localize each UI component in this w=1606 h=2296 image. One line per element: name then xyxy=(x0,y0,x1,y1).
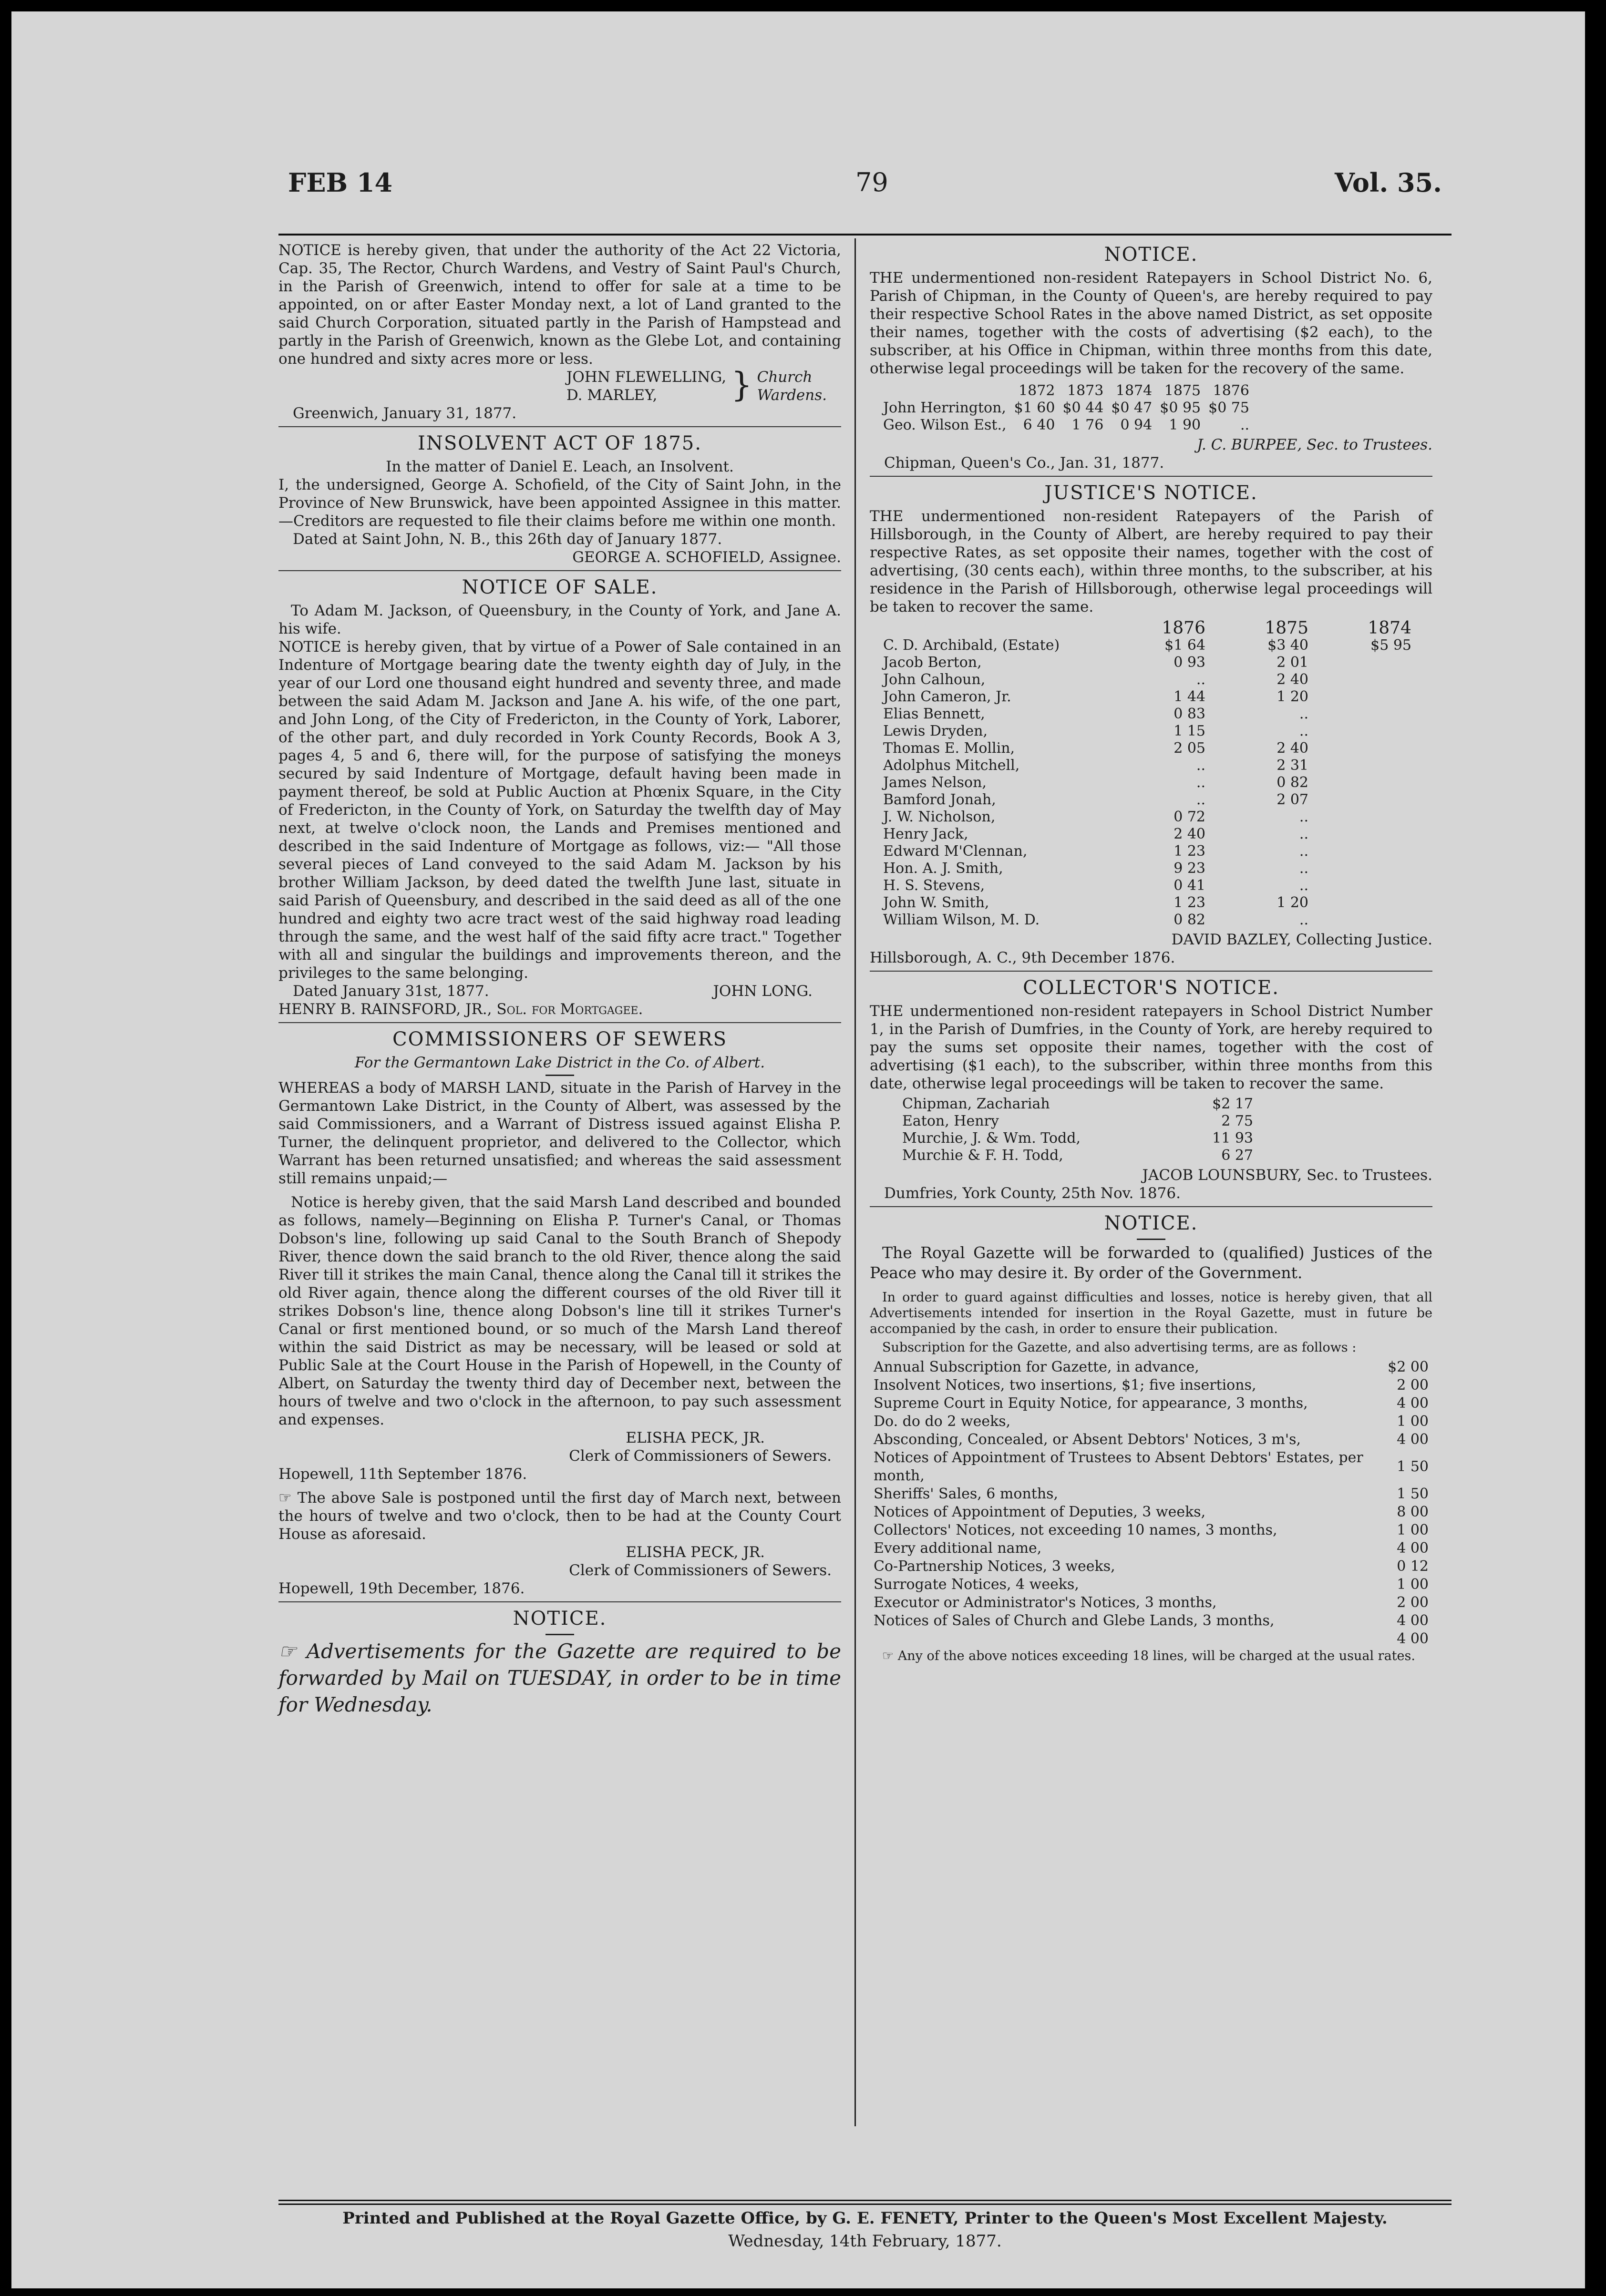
table-row xyxy=(879,809,1415,826)
rate-cell xyxy=(1312,671,1415,688)
rate-item: Every additional name, xyxy=(874,1540,1042,1557)
ads-body: ☞ Advertisements for the Gazette are required to be forwarded by Mail on TUESDAY, in order to be in time for Wednesday. xyxy=(278,1640,841,1716)
header-rule xyxy=(278,234,1452,236)
ratepayer-name: Henry Jack, xyxy=(883,826,968,842)
rate-cell: 6 40 xyxy=(1023,417,1055,433)
ratepayer-name: Jacob Berton, xyxy=(883,654,982,671)
ratepayer-name: Lewis Dryden, xyxy=(883,723,988,739)
rate-cell: $3 40 xyxy=(1267,637,1308,654)
rate-cell: 2 40 xyxy=(1277,740,1308,757)
sewers-date1: Hopewell, 11th September 1876. xyxy=(278,1466,527,1483)
rate-cell: .. xyxy=(1196,757,1205,774)
rate-cell xyxy=(1312,894,1415,912)
ads-title: NOTICE. xyxy=(513,1608,607,1630)
sewers-postponed: ☞ The above Sale is postponed until the first day of March next, between the hours of twelve and two o'clock, then to be had at the County Court House as aforesaid. xyxy=(278,1489,841,1543)
table-row xyxy=(879,654,1415,671)
rate-price: 4 00 xyxy=(1397,1540,1429,1557)
ratepayer-name: Thomas E. Mollin, xyxy=(883,740,1015,757)
sale-to: To Adam M. Jackson, of Queensbury, in the County of York, and Jane A. his wife. xyxy=(278,602,841,637)
chipman-signer: J. C. BURPEE, Sec. to Trustees. xyxy=(1196,436,1432,453)
sale-title: NOTICE OF SALE. xyxy=(462,576,658,598)
justice-body: THE undermentioned non-resident Ratepayers of the Parish of Hillsborough, in the County of Albert, are hereby required to pay their respective Rates, as set opposite their names, together with the cost of advertising, (30 cents each), within three months, to the subscriber, at his residence in the Parish of Hillsborough, otherwise legal proceedings will be taken to recover the same. xyxy=(870,508,1432,615)
rate-cell: 0 82 xyxy=(1174,912,1205,928)
ratepayer-name: Adolphus Mitchell, xyxy=(883,757,1020,774)
table-row xyxy=(879,826,1415,843)
collector-table xyxy=(898,1096,1257,1164)
rate-item: Notices of Appointment of Trustees to Absent Debtors' Estates, per month, xyxy=(874,1449,1363,1484)
short-rule xyxy=(546,1634,574,1635)
table-row xyxy=(879,860,1415,877)
rate-cell: $1 60 xyxy=(1014,400,1055,416)
table-row xyxy=(898,1096,1257,1113)
gazette-notice xyxy=(870,1207,1432,1668)
ratepayer-name: Bamford Jonah, xyxy=(883,791,996,808)
rate-cell: 6 27 xyxy=(1221,1147,1253,1164)
rate-item: Sheriffs' Sales, 6 months, xyxy=(874,1486,1059,1502)
table-row xyxy=(879,671,1415,688)
table-row xyxy=(879,637,1415,654)
rate-cell: 1 44 xyxy=(1174,688,1205,705)
rate-cell: 2 31 xyxy=(1277,757,1308,774)
insolvent-signer: GEORGE A. SCHOFIELD, Assignee. xyxy=(572,549,841,566)
rate-cell: 0 72 xyxy=(1174,809,1205,825)
ratepayer-name: Eaton, Henry xyxy=(902,1113,999,1129)
rate-cell xyxy=(1312,757,1415,774)
wardens-signature xyxy=(278,365,841,404)
sewers-body1: WHEREAS a body of MARSH LAND, situate in the Parish of Harvey in the Germantown Lake District, in the County of Albert, was assessed by the said Commissioners, and a Warrant of Distress issued against Elisha P. Turner, the delinquent proprietor, and delivered to the Collector, which Warrant has been returned unsatisfied; and whereas the said assessment still remains unpaid;— xyxy=(278,1079,841,1187)
rate-cell xyxy=(1312,877,1415,894)
rate-cell: 2 05 xyxy=(1174,740,1205,757)
sale-notice xyxy=(278,571,841,1023)
table-row xyxy=(879,620,1415,637)
table-row xyxy=(879,791,1415,809)
table-row xyxy=(879,706,1415,723)
rate-cell: 1 23 xyxy=(1174,843,1205,860)
rate-price: 1 00 xyxy=(1397,1522,1429,1538)
insolvent-dated: Dated at Saint John, N. B., this 26th day of January 1877. xyxy=(293,531,722,548)
ratepayer-name: Murchie & F. H. Todd, xyxy=(902,1147,1063,1164)
imprint-date: Wednesday, 14th February, 1877. xyxy=(728,2232,1002,2251)
volume-label: Vol. 35. xyxy=(1334,167,1442,198)
year-header: 1875 xyxy=(1164,382,1201,399)
chipman-body: THE undermentioned non-resident Ratepayers in School District No. 6, Parish of Chipman, in the County of Queen's, are hereby required to pay their respective School Rates in the above named District, as set opposite their names, together with the costs of advertising ($2 each), to the subscriber, at his Office in Chipman, within three months from this date, otherwise legal proceedings will be taken for the recovery of the same. xyxy=(870,269,1432,377)
table-row xyxy=(898,1147,1257,1164)
sewers-signer2: ELISHA PECK, JR. xyxy=(626,1544,765,1561)
ratepayer-name: Edward M'Clennan, xyxy=(883,843,1028,860)
table-row xyxy=(870,1521,1432,1539)
page-header xyxy=(278,164,1452,202)
rate-price: 4 00 xyxy=(1397,1431,1429,1448)
rate-price: 4 00 xyxy=(1397,1612,1429,1629)
rate-cell xyxy=(1312,826,1415,843)
extra-price: 4 00 xyxy=(1397,1630,1429,1647)
table-row xyxy=(870,1576,1432,1594)
collector-notice xyxy=(870,972,1432,1207)
table-row xyxy=(870,1431,1432,1449)
sale-body: NOTICE is hereby given, that by virtue of a Power of Sale contained in an Indenture of Mortgage bearing date the twenty eighth day of July, in the year of our Lord one thousand eight hundred and seventy three, and made between the said Adam M. Jackson and Jane A. his wife, of the one part, and John Long, of the City of Fredericton, in the County of York, Laborer, of the other part, and duly recorded in York County Records, Book A 3, pages 4, 5 and 6, there will, for the purpose of satisfying the moneys secured by said Indenture of Mortgage, default having been made in payment thereof, be sold at Public Auction at Phœnix Square, in the City of Fredericton, in the County of York, on Saturday the twelfth day of May next, at twelve o'clock noon, the Lands and Premises mentioned and described in the said Indenture of Mortgage as follows, viz:— "All those several pieces of Land conveyed to the said Adam M. Jackson by his brother William Jackson, by deed dated the twelfth June last, situate in said Parish of Queensbury, and described in the said deed as all of the one hundred and eighty two acre tract west of the said highway road leading through the same, and the west half of the said fifty acre tract." Together with all and singular the buildings and improvements thereon, and the privileges to the same belonging. xyxy=(278,638,841,982)
short-rule xyxy=(546,1075,574,1076)
table-row xyxy=(870,1376,1432,1394)
rate-cell xyxy=(1312,843,1415,860)
table-row xyxy=(870,1558,1432,1576)
ratepayer-name: John Calhoun, xyxy=(883,671,986,688)
rate-cell: 1 23 xyxy=(1174,894,1205,911)
ratepayer-name: J. W. Nicholson, xyxy=(883,809,996,825)
sale-solicitor: HENRY B. RAINSFORD, JR., Sol. for Mortgagee. xyxy=(278,1001,643,1018)
ratepayer-name: Geo. Wilson Est., xyxy=(883,417,1007,433)
rate-item: Absconding, Concealed, or Absent Debtors' Notices, 3 m's, xyxy=(874,1431,1301,1448)
rate-cell xyxy=(1312,706,1415,723)
ratepayer-name: William Wilson, M. D. xyxy=(883,912,1040,928)
table-row xyxy=(870,1594,1432,1612)
rate-item: Do. do do 2 weeks, xyxy=(874,1413,1011,1430)
rate-cell: .. xyxy=(1240,417,1250,433)
rate-cell: 2 01 xyxy=(1277,654,1308,671)
rates-table xyxy=(870,1358,1432,1630)
justice-title: JUSTICE'S NOTICE. xyxy=(1044,482,1258,504)
rate-cell: 0 94 xyxy=(1120,417,1153,433)
short-rule xyxy=(1137,1239,1165,1240)
ads-notice xyxy=(278,1602,841,1722)
rate-cell: $0 47 xyxy=(1111,400,1153,416)
year-header: 1876 xyxy=(1162,618,1205,638)
sale-signer: JOHN LONG. xyxy=(713,983,813,1000)
rate-price: $2 00 xyxy=(1388,1359,1429,1375)
rate-cell: 0 83 xyxy=(1174,706,1205,722)
rate-cell: 2 75 xyxy=(1221,1113,1253,1129)
year-header: 1874 xyxy=(1115,382,1153,399)
signer-marley: D. MARLEY, xyxy=(566,387,658,404)
table-row xyxy=(879,912,1415,929)
year-header: 1872 xyxy=(1019,382,1055,399)
sewers-body2: Notice is hereby given, that the said Marsh Land described and bounded as follows, namely—Beginning on Elisha P. Turner's Canal, or Thomas Dobson's line, following up said Canal to the South Branch of Shepody River, thence down the said branch to the old River, thence along the said River till it strikes the main Canal, thence along the Canal till it strikes the old River again, thence along the different courses of the old River till it strikes Dobson's line, thence along Dobson's line till it strikes Turner's Canal or first mentioned bound, or so much of the Marsh Land thereof within the said District as may be necessary, will be leased or sold at Public Sale at the Court House in the Parish of Hopewell, in the County of Albert, on Saturday the twenty third day of December next, between the hours of twelve and two o'clock in the afternoon, to pay such assessment and expenses. xyxy=(278,1194,841,1428)
table-row xyxy=(898,1130,1257,1147)
rate-cell: 1 90 xyxy=(1169,417,1201,433)
table-row xyxy=(879,757,1415,774)
collector-body: THE undermentioned non-resident ratepayers in School District Number 1, in the Parish of Dumfries, in the County of York, are hereby required to pay the sums set opposite their names, together with the cost of advertising ($1 each), to the subscriber, within three months from this date, otherwise legal proceedings will be taken to recover the same. xyxy=(870,1003,1432,1092)
table-row xyxy=(870,1503,1432,1521)
collector-signer: JACOB LOUNSBURY, Sec. to Trustees. xyxy=(1142,1167,1432,1184)
rate-item: Surrogate Notices, 4 weeks, xyxy=(874,1576,1079,1593)
sale-dated: Dated January 31st, 1877. xyxy=(293,983,489,1000)
table-row xyxy=(870,1539,1432,1558)
rate-cell: .. xyxy=(1299,843,1308,860)
table-row xyxy=(879,894,1415,912)
table-row xyxy=(879,877,1415,894)
rate-cell: $1 64 xyxy=(1164,637,1205,654)
rate-price: 2 00 xyxy=(1397,1594,1429,1611)
rate-cell xyxy=(1312,860,1415,877)
rate-cell: .. xyxy=(1299,826,1308,842)
sewers-signer: ELISHA PECK, JR. xyxy=(626,1429,765,1446)
collector-date: Dumfries, York County, 25th Nov. 1876. xyxy=(884,1185,1181,1202)
column-rule xyxy=(854,238,856,2126)
rate-cell xyxy=(1312,774,1415,791)
table-row xyxy=(870,1413,1432,1431)
justice-signer: DAVID BAZLEY, Collecting Justice. xyxy=(1171,931,1432,948)
rate-price: 1 00 xyxy=(1397,1576,1429,1593)
rate-cell: .. xyxy=(1196,791,1205,808)
rate-cell: 1 20 xyxy=(1277,894,1308,911)
sewers-role: Clerk of Commissioners of Sewers. xyxy=(569,1447,832,1465)
rate-item: Co-Partnership Notices, 3 weeks, xyxy=(874,1558,1115,1575)
ratepayer-name: H. S. Stevens, xyxy=(883,877,985,894)
rate-cell: .. xyxy=(1299,860,1308,877)
rate-cell xyxy=(1312,740,1415,757)
sewers-notice xyxy=(278,1023,841,1602)
rate-cell: $5 95 xyxy=(1370,637,1411,654)
gazette-body3: Subscription for the Gazette, and also advertising terms, are as follows : xyxy=(882,1340,1357,1355)
rate-item: Executor or Administrator's Notices, 3 months, xyxy=(874,1594,1217,1611)
rate-cell: .. xyxy=(1299,706,1308,722)
rate-cell: 2 07 xyxy=(1277,791,1308,808)
ratepayer-name: James Nelson, xyxy=(883,774,987,791)
ratepayer-name: Hon. A. J. Smith, xyxy=(883,860,1003,877)
rate-item: Supreme Court in Equity Notice, for appearance, 3 months, xyxy=(874,1395,1308,1412)
role-wardens: Wardens. xyxy=(757,387,827,404)
greenwich-date: Greenwich, January 31, 1877. xyxy=(293,405,517,422)
justice-notice xyxy=(870,477,1432,972)
rate-item: Annual Subscription for Gazette, in advance, xyxy=(874,1359,1199,1375)
rate-cell: $0 44 xyxy=(1062,400,1104,416)
rate-price: 1 50 xyxy=(1397,1458,1429,1475)
sewers-role2: Clerk of Commissioners of Sewers. xyxy=(569,1562,832,1579)
rate-cell: .. xyxy=(1299,809,1308,825)
rate-price: 1 00 xyxy=(1397,1413,1429,1430)
issue-date: FEB 14 xyxy=(288,167,393,198)
rate-cell: 9 23 xyxy=(1174,860,1205,877)
rate-cell: .. xyxy=(1299,912,1308,928)
rate-cell: 1 15 xyxy=(1174,723,1205,739)
scanned-page xyxy=(11,11,1585,2288)
table-row xyxy=(870,1358,1432,1376)
page-number: 79 xyxy=(855,167,888,197)
rate-cell: $0 95 xyxy=(1160,400,1201,416)
rate-cell: 0 82 xyxy=(1277,774,1308,791)
rate-price: 2 00 xyxy=(1397,1377,1429,1394)
rate-cell: $0 75 xyxy=(1208,400,1250,416)
rate-price: 8 00 xyxy=(1397,1504,1429,1520)
right-column xyxy=(870,238,1432,1668)
imprint-line: Printed and Published at the Royal Gazette Office, by G. E. FENETY, Printer to the Queen's Most Excellent Majesty. xyxy=(342,2209,1388,2228)
chipman-notice xyxy=(870,238,1432,477)
sewers-date2: Hopewell, 19th December, 1876. xyxy=(278,1580,525,1597)
chipman-table xyxy=(879,382,1253,434)
gazette-body2: In order to guard against difficulties and losses, notice is hereby given, that all Advertisements intended for insertion in the Royal Gazette, must in future be accompanied by the cash, in order to ensure their publication. xyxy=(870,1290,1432,1336)
ratepayer-name: C. D. Archibald, (Estate) xyxy=(883,637,1060,654)
justice-table xyxy=(879,620,1415,929)
rate-cell: .. xyxy=(1196,774,1205,791)
footer-rule xyxy=(278,2204,1452,2205)
gazette-title: NOTICE. xyxy=(1104,1212,1198,1234)
rate-cell xyxy=(1312,723,1415,740)
table-row xyxy=(879,740,1415,757)
rate-cell xyxy=(1312,791,1415,809)
signer-flewelling: JOHN FLEWELLING, xyxy=(566,369,727,386)
rate-cell: 1 76 xyxy=(1071,417,1104,433)
rate-cell xyxy=(1312,688,1415,706)
rate-item: Notices of Sales of Church and Glebe Lands, 3 months, xyxy=(874,1612,1275,1629)
rate-cell: 2 40 xyxy=(1174,826,1205,842)
ratepayer-name: Chipman, Zachariah xyxy=(902,1096,1050,1112)
gazette-body1: The Royal Gazette will be forwarded to (qualified) Justices of the Peace who may desire it. By order of the Government. xyxy=(870,1243,1432,1282)
rate-cell: .. xyxy=(1196,671,1205,688)
rate-price: 0 12 xyxy=(1397,1558,1429,1575)
ratepayer-name: Murchie, J. & Wm. Todd, xyxy=(902,1130,1081,1147)
table-row xyxy=(879,382,1253,400)
rate-item: Collectors' Notices, not exceeding 10 names, 3 months, xyxy=(874,1522,1277,1538)
justice-date: Hillsborough, A. C., 9th December 1876. xyxy=(870,949,1175,966)
table-row xyxy=(879,417,1253,434)
ratepayer-name: John Cameron, Jr. xyxy=(883,688,1011,705)
rate-cell: 1 20 xyxy=(1277,688,1308,705)
rate-price: 1 50 xyxy=(1397,1486,1429,1502)
greenwich-notice xyxy=(278,238,841,427)
table-row xyxy=(870,1612,1432,1630)
insolvent-notice xyxy=(278,427,841,571)
chipman-date: Chipman, Queen's Co., Jan. 31, 1877. xyxy=(884,454,1164,472)
table-row xyxy=(870,1449,1432,1485)
rate-item: Notices of Appointment of Deputies, 3 weeks, xyxy=(874,1504,1206,1520)
sewers-subtitle: For the Germantown Lake District in the Co. of Albert. xyxy=(354,1054,765,1071)
rate-cell: 11 93 xyxy=(1212,1130,1253,1147)
ratepayer-name: Elias Bennett, xyxy=(883,706,985,722)
imprint xyxy=(278,2209,1452,2250)
ratepayer-name: John W. Smith, xyxy=(883,894,989,911)
rate-cell xyxy=(1312,809,1415,826)
greenwich-body: NOTICE is hereby given, that under the authority of the Act 22 Victoria, Cap. 35, The Rector, Church Wardens, and Vestry of Saint Paul's Church, in the Parish of Greenwich, intend to offer for sale at a time to be appointed, on or after Easter Monday next, a lot of Land granted to the said Church Corporation, situated partly in the Parish of Hampstead and partly in the Parish of Greenwich, known as the Glebe Lot, and containing one hundred and sixty acres more or less. xyxy=(278,242,841,368)
rate-price: 4 00 xyxy=(1397,1395,1429,1412)
table-row xyxy=(879,400,1253,417)
left-column xyxy=(278,238,841,1722)
gazette-note: ☞ Any of the above notices exceeding 18 lines, will be charged at the usual rates. xyxy=(882,1649,1415,1663)
table-row xyxy=(879,774,1415,791)
insolvent-subtitle: In the matter of Daniel E. Leach, an Insolvent. xyxy=(386,458,734,475)
rate-cell xyxy=(1312,912,1415,929)
insolvent-title: INSOLVENT ACT OF 1875. xyxy=(418,432,702,454)
footer-rule xyxy=(278,2200,1452,2201)
rate-cell: .. xyxy=(1299,877,1308,894)
table-row xyxy=(870,1394,1432,1413)
rate-cell: $2 17 xyxy=(1212,1096,1253,1112)
rate-cell xyxy=(1312,654,1415,671)
collector-title: COLLECTOR'S NOTICE. xyxy=(1023,977,1279,999)
sewers-title: COMMISSIONERS OF SEWERS xyxy=(392,1028,727,1050)
year-header: 1876 xyxy=(1213,382,1250,399)
year-header: 1874 xyxy=(1368,618,1411,638)
rate-cell: 0 41 xyxy=(1174,877,1205,894)
table-row xyxy=(898,1113,1257,1130)
ratepayer-name: John Herrington, xyxy=(883,400,1006,416)
chipman-title: NOTICE. xyxy=(1104,244,1198,266)
role-church: Church xyxy=(757,369,813,386)
table-row xyxy=(879,843,1415,860)
table-row xyxy=(879,723,1415,740)
table-row xyxy=(870,1485,1432,1503)
rate-cell: 2 40 xyxy=(1277,671,1308,688)
rate-item: Insolvent Notices, two insertions, $1; five insertions, xyxy=(874,1377,1256,1394)
year-header: 1873 xyxy=(1067,382,1104,399)
rate-cell: .. xyxy=(1299,723,1308,739)
insolvent-body: I, the undersigned, George A. Schofield, of the City of Saint John, in the Province of New Brunswick, have been appointed Assignee in this matter.—Creditors are requested to file their claims before me within one month. xyxy=(278,476,841,530)
brace-icon: } xyxy=(731,365,752,404)
rate-cell: 0 93 xyxy=(1174,654,1205,671)
table-row xyxy=(879,688,1415,706)
year-header: 1875 xyxy=(1265,618,1308,638)
